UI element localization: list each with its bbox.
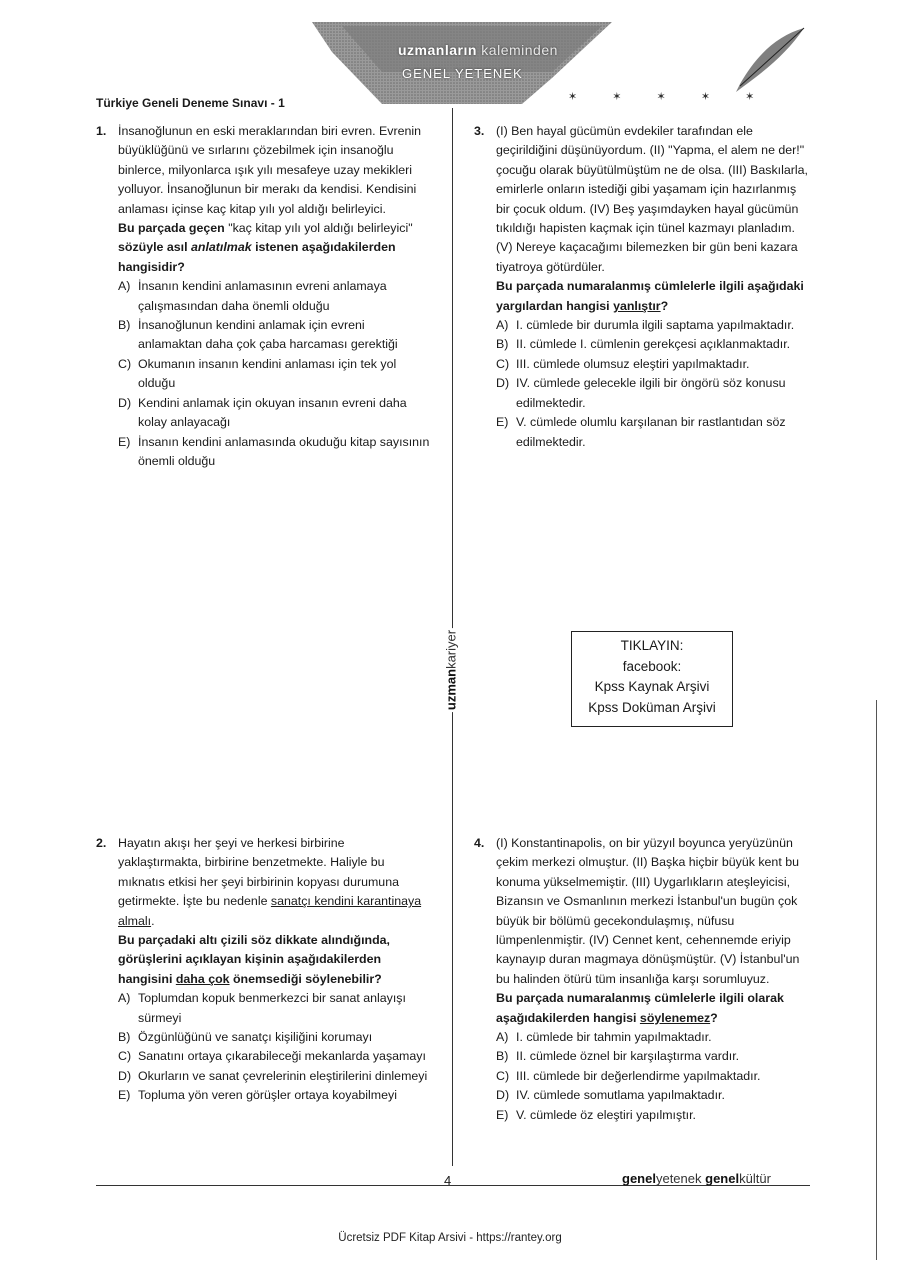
option-text: Okumanın insanın kendini anlaması için tek yol olduğu — [138, 356, 397, 391]
answer-option[interactable] — [496, 1028, 810, 1047]
answer-option[interactable] — [118, 394, 430, 433]
option-letter: D) — [496, 376, 510, 391]
answer-option[interactable] — [496, 413, 810, 452]
question-stem: Bu parçada numaralanmış cümlelerle ilgili olarak aşağıdakilerden hangisi söylenemez? — [496, 991, 784, 1025]
answer-options — [118, 277, 430, 471]
option-text: V. cümlede öz eleştiri yapılmıştır. — [516, 1107, 696, 1122]
notice-line: facebook: — [622, 658, 682, 674]
option-letter: B) — [496, 337, 509, 352]
notice-box — [571, 631, 733, 727]
credit-line: Ücretsiz PDF Kitap Arsivi - https://rantey.org — [338, 1232, 562, 1244]
notice-line: Kpss Kaynak Arşivi — [594, 679, 710, 694]
exam-title: Türkiye Geneli Deneme Sınavı - 1 — [96, 96, 285, 110]
option-text: V. cümlede olumlu karşılanan bir rastlantıdan söz edilmektedir. — [516, 415, 786, 449]
option-text: Özgünlüğünü ve sanatçı kişiliğini korumayı — [138, 1030, 373, 1045]
page-number: 4 — [444, 1173, 452, 1188]
option-text: İnsanın kendini anlamasının evreni anlamaya çalışmasından daha önemli olduğu — [138, 279, 387, 313]
answer-option[interactable] — [118, 1028, 430, 1047]
question-passage: İnsanoğlunun en eski meraklarından biri evren. Evrenin büyüklüğünü ve sırlarını çözebilmek için insanoğlu binlerce, milyonlarca ışık yılı mesafeye uzay mekikleri yolluyor. İnsanoğlunun bir merakı da kendisi. Kendisini anlaması içinse kaç kitap yılı yol aldığı belirleyici. — [118, 124, 422, 216]
answer-option[interactable] — [118, 1086, 430, 1105]
answer-option[interactable] — [496, 335, 810, 354]
question-1 — [96, 122, 430, 471]
decorative-stars: ✶ ✶ ✶ ✶ ✶ — [568, 91, 771, 103]
side-brand-label: uzmankariyer — [443, 629, 459, 711]
answer-option[interactable] — [118, 1047, 430, 1066]
answer-options — [118, 989, 430, 1105]
option-letter: C) — [496, 356, 510, 371]
answer-options — [496, 316, 810, 452]
option-text: IV. cümlede gelecekle ilgili bir öngörü söz konusu edilmektedir. — [516, 376, 786, 410]
answer-option[interactable] — [118, 1067, 430, 1086]
option-text: I. cümlede bir tahmin yapılmaktadır. — [516, 1030, 712, 1045]
option-text: Sanatını ortaya çıkarabileceği mekanlarda yaşamayı — [138, 1049, 426, 1064]
question-3 — [474, 122, 810, 452]
option-text: Kendini anlamak için okuyan insanın evreni daha kolay anlayacağı — [138, 395, 407, 430]
question-stem: Bu parçada geçen "kaç kitap yılı yol aldığı belirleyici" sözüyle asıl anlatılmak istenen aşağıdakilerden hangisidir? — [118, 221, 413, 274]
answer-option[interactable] — [118, 355, 430, 394]
option-text: İnsanoğlunun kendini anlamak için evreni anlamaktan daha çok çaba harcaması gerektiği — [138, 318, 398, 352]
option-letter: E) — [496, 415, 509, 430]
option-text: IV. cümlede somutlama yapılmaktadır. — [516, 1088, 725, 1103]
answer-option[interactable] — [496, 355, 810, 374]
option-text: II. cümlede öznel bir karşılaştırma vardır. — [516, 1049, 740, 1064]
notice-line: Kpss Doküman Arşivi — [588, 699, 716, 715]
option-letter: A) — [496, 1030, 509, 1045]
question-stem: Bu parçadaki altı çizili söz dikkate alındığında, görüşlerini açıklayan kişinin aşağıdakilerden hangisini daha çok önemsediği söylenebilir? — [118, 933, 390, 986]
option-letter: E) — [496, 1107, 509, 1122]
option-letter: C) — [118, 356, 132, 371]
question-stem: Bu parçada numaralanmış cümlelerle ilgili aşağıdaki yargılardan hangisi yanlıştır? — [496, 279, 804, 313]
option-letter: B) — [496, 1049, 509, 1064]
answer-options — [496, 1028, 810, 1125]
option-letter: D) — [118, 395, 132, 410]
question-number: 3. — [474, 124, 485, 138]
quill-pen-icon — [726, 26, 806, 96]
question-number: 2. — [96, 836, 107, 850]
answer-option[interactable] — [118, 433, 430, 472]
answer-option[interactable] — [496, 374, 810, 413]
option-text: Toplumdan kopuk benmerkezci bir sanat anlayışı sürmeyi — [138, 991, 406, 1025]
question-number: 4. — [474, 836, 485, 850]
question-number: 1. — [96, 124, 107, 138]
answer-option[interactable] — [496, 1047, 810, 1066]
option-letter: D) — [496, 1088, 510, 1103]
answer-option[interactable] — [118, 316, 430, 355]
question-passage: (I) Konstantinapolis, on bir yüzyıl boyunca yeryüzünün çekim merkezi olmuştur. (II) Başka hiçbir büyük kent bu konuma yükselmemiştir. (III) Uygarlıkların ateşleyicisi, Bizansın ve Osmanlının merkezi İstanbul'un bugün çok büyük bir bölümü gecekondulaşmış, nüfusu lümpenlenmiştir. (IV) Cennet kent, cehennemde eriyip kaynayıp duran magmaya dönüşmüştür. (V) İstanbul'un bu halinden ötürü tüm insanlığa karşı sorumluyuz. — [496, 836, 800, 986]
option-letter: C) — [496, 1068, 510, 1083]
question-2 — [96, 834, 430, 1106]
option-letter: B) — [118, 1030, 131, 1045]
option-text: I. cümlede bir durumla ilgili saptama yapılmaktadır. — [516, 318, 795, 333]
answer-option[interactable] — [496, 1067, 810, 1086]
question-4 — [474, 834, 810, 1125]
answer-option[interactable] — [118, 277, 430, 316]
notice-line: TIKLAYIN: — [620, 638, 684, 653]
banner-title: uzmanların kaleminden — [398, 42, 558, 58]
banner-graphic — [312, 22, 612, 104]
question-passage: (I) Ben hayal gücümün evdekiler tarafından ele geçirildiğini düşünüyordum. (II) "Yapma, el alem ne der!" çocuğu olarak büyütülmüştüm ne de olsa. (III) Baskılarla, emirlerle onların istediği gibi yaşamam için hazırlanmış bir çocuk oldum. (IV) Beş yaşımdayken hayal gücümün tıkıldığı hapisten kaçmak için tünel kazmayı planladım. (V) Nereye kaçacağımı bilemezken bir gün beni kazara tiyatroya götürdüler. — [496, 124, 808, 274]
margin-rule — [876, 700, 877, 1260]
option-letter: B) — [118, 318, 131, 333]
answer-option[interactable] — [496, 316, 810, 335]
option-letter: D) — [118, 1068, 132, 1083]
answer-option[interactable] — [118, 989, 430, 1028]
question-passage: Hayatın akışı her şeyi ve herkesi birbirine yaklaştırmakta, birbirine benzetmekte. Haliyle bu mıknatıs etkisi her şeyi birbirinin kopyası durumuna getirmekte. İşte bu nedenle sanatçı kendini karantinaya almalı. — [118, 836, 422, 928]
option-text: Okurların ve sanat çevrelerinin eleştirilerini dinlemeyi — [138, 1068, 428, 1083]
option-text: İnsanın kendini anlamasında okuduğu kitap sayısının önemli olduğu — [138, 434, 430, 468]
option-letter: A) — [118, 279, 131, 294]
option-letter: A) — [118, 991, 131, 1006]
option-text: III. cümlede bir değerlendirme yapılmaktadır. — [516, 1068, 761, 1083]
answer-option[interactable] — [496, 1086, 810, 1105]
option-letter: E) — [118, 434, 131, 449]
footer-brand: genelyetenek genelkültür — [622, 1171, 771, 1186]
banner-subtitle: GENEL YETENEK — [402, 66, 523, 81]
answer-option[interactable] — [496, 1106, 810, 1125]
option-letter: E) — [118, 1088, 131, 1103]
option-text: II. cümlede I. cümlenin gerekçesi açıklanmaktadır. — [516, 337, 791, 352]
option-text: III. cümlede olumsuz eleştiri yapılmaktadır. — [516, 356, 750, 371]
option-text: Topluma yön veren görüşler ortaya koyabilmeyi — [138, 1088, 397, 1103]
option-letter: C) — [118, 1049, 132, 1064]
option-letter: A) — [496, 318, 509, 333]
